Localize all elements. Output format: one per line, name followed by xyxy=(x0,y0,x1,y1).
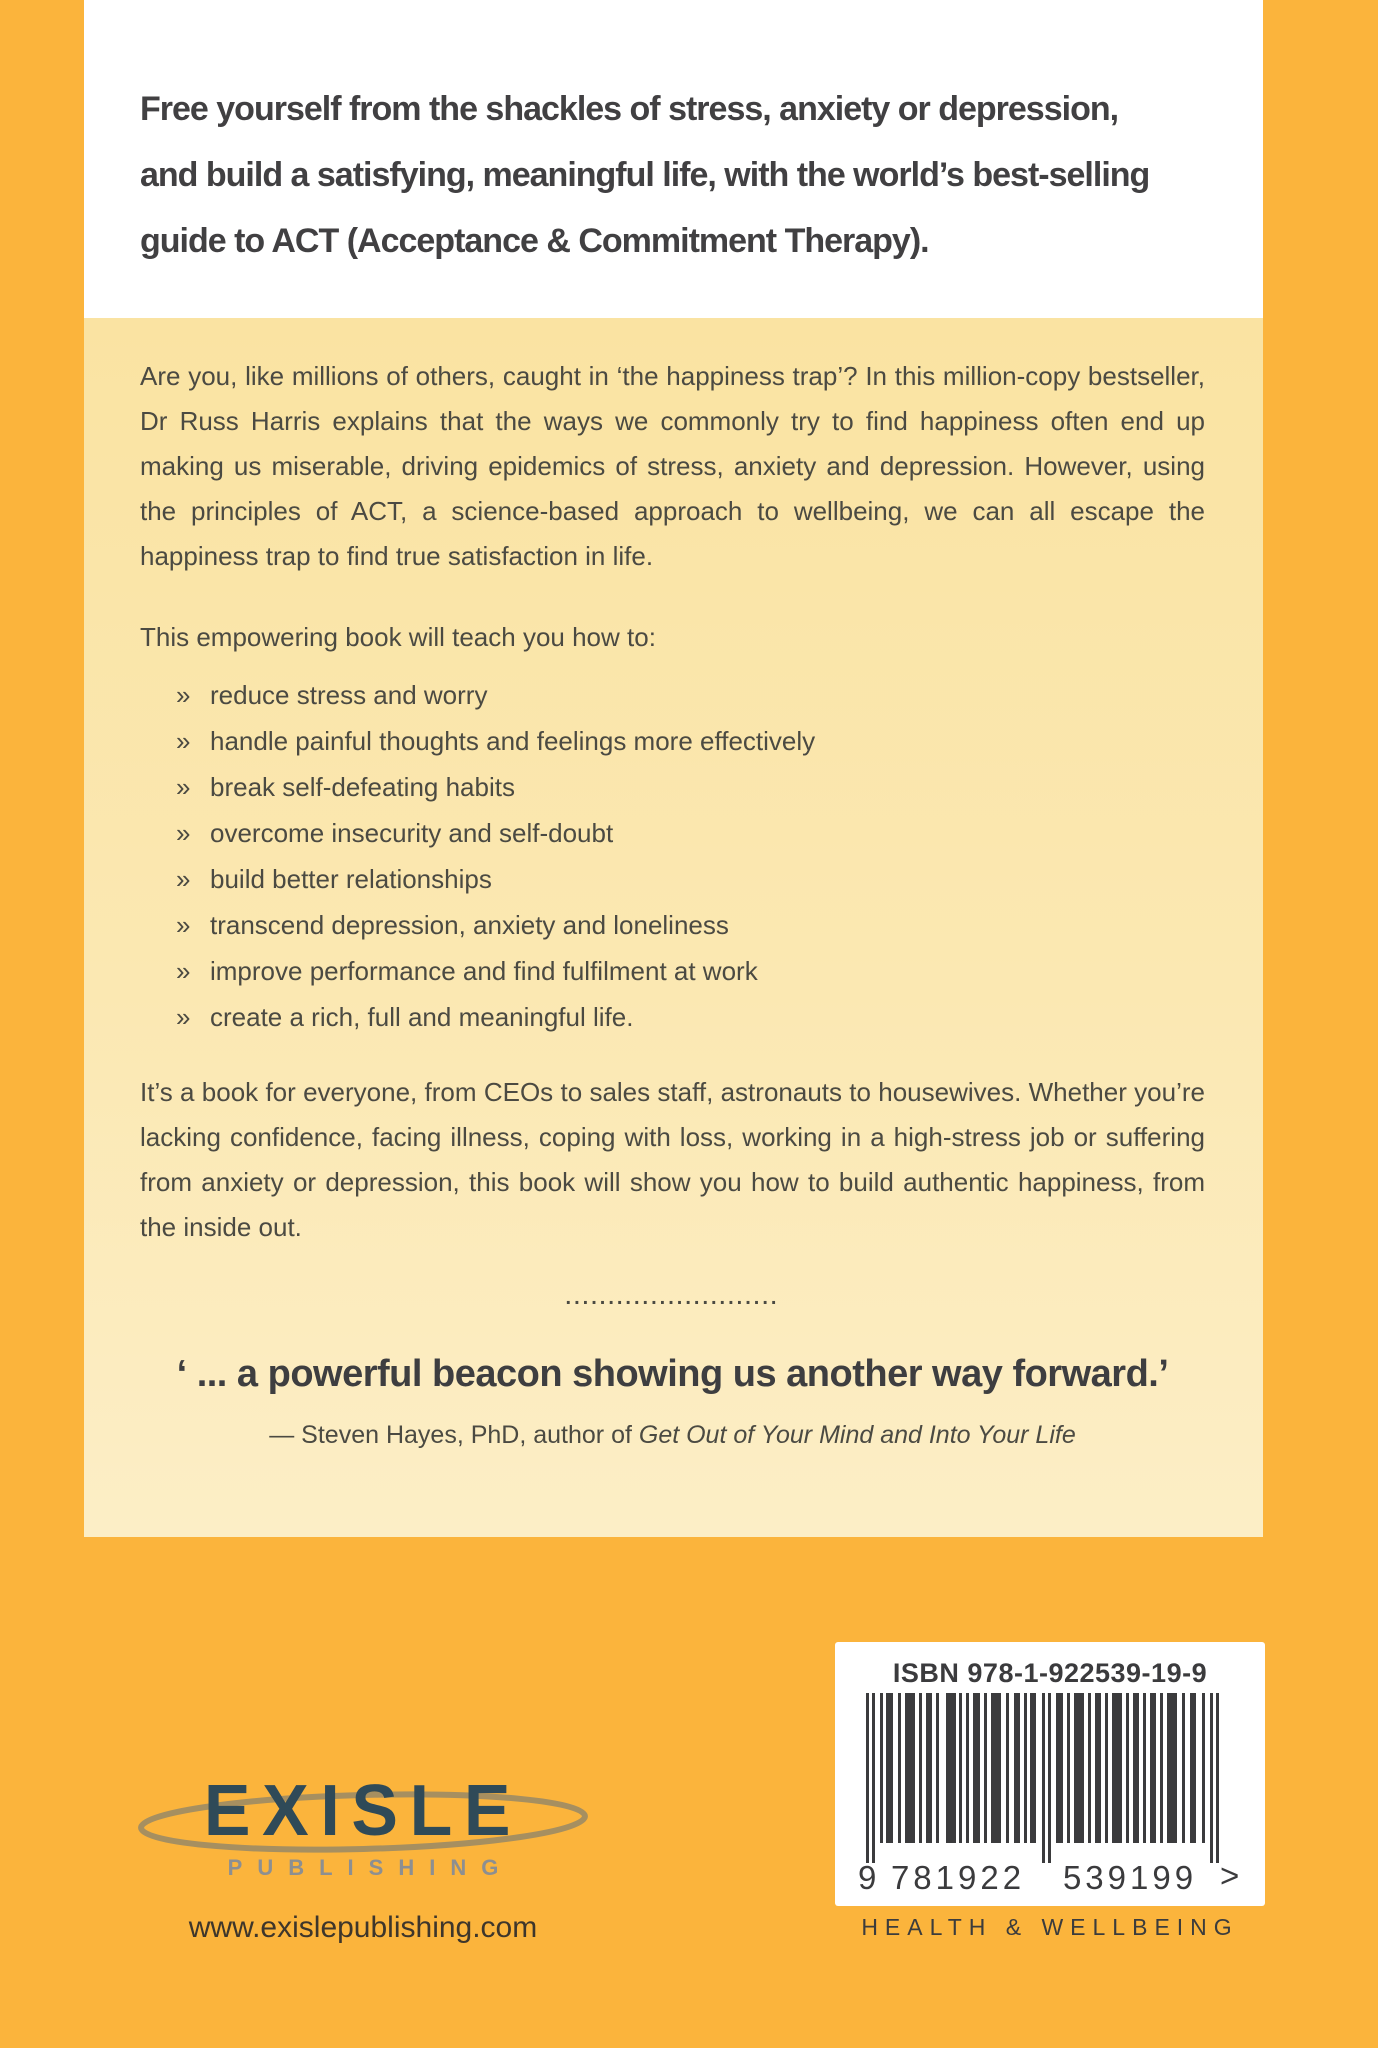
list-item xyxy=(140,994,1205,1040)
endorsement-attribution xyxy=(140,1413,1205,1458)
bullet-icon: » xyxy=(176,1002,191,1032)
barcode-box xyxy=(835,1642,1265,1906)
audience-paragraph: It’s a book for everyone, from CEOs to sales staff, astronauts to housewives. Whether you’re lacking confidence, facing illness, coping with loss, working in a high-stress job or suffering from anxiety or depression, this book will show you how to build authentic happiness, from the inside out. xyxy=(140,1077,1205,1242)
barcode-icon xyxy=(858,1693,1242,1897)
list-item xyxy=(140,902,1205,948)
dotted-divider: ......................... xyxy=(565,1287,780,1309)
list-item-text: transcend depression, anxiety and loneliness xyxy=(210,910,729,940)
endorsement-book-title: Get Out of Your Mind and Into Your Life xyxy=(638,1421,1076,1449)
publisher-url: www.exislepublishing.com xyxy=(188,1911,538,1944)
hero-heading-line-3: guide to ACT (Acceptance & Commitment Therapy). xyxy=(140,222,929,260)
bullet-icon: » xyxy=(176,726,191,756)
hero-heading-line-2: and build a satisfying, meaningful life, with the world’s best-selling xyxy=(140,156,1150,194)
content-column xyxy=(84,0,1263,1537)
bullet-icon: » xyxy=(176,910,191,940)
benefits-list xyxy=(140,672,1205,1040)
list-item-text: break self-defeating habits xyxy=(210,772,515,802)
list-item-text: handle painful thoughts and feelings more effectively xyxy=(210,726,816,756)
bullet-icon: » xyxy=(176,956,191,986)
logo-subtitle: PUBLISHING xyxy=(227,1855,514,1880)
list-item xyxy=(140,856,1205,902)
barcode-digit-group-3: 539199 xyxy=(1062,1859,1198,1896)
list-item-text: improve performance and find fulfilment at work xyxy=(210,956,758,986)
bullet-icon: » xyxy=(176,818,191,848)
bullet-icon: » xyxy=(176,864,191,894)
list-item xyxy=(140,718,1205,764)
list-item-text: overcome insecurity and self-doubt xyxy=(210,818,614,848)
bullet-icon: » xyxy=(176,772,191,802)
intro-paragraph: Are you, like millions of others, caught in ‘the happiness trap’? In this million-copy bestseller, Dr Russ Harris explains that the ways we commonly try to find happiness often end up making us miserable, driving epidemics of stress, anxiety and depression. However, using the principles of ACT, a science-based approach to wellbeing, we can all escape the happiness trap to find true satisfaction in life. xyxy=(140,361,1205,571)
publisher-logo xyxy=(137,1753,589,1945)
list-item xyxy=(140,948,1205,994)
category-label: HEALTH & WELLBEING xyxy=(861,1914,1239,1940)
list-item-text: build better relationships xyxy=(210,864,492,894)
bullet-icon: » xyxy=(176,680,191,710)
list-item-text: reduce stress and worry xyxy=(210,680,488,710)
logo-wordmark: EXISLE xyxy=(203,1771,523,1851)
barcode-supplement-arrow: > xyxy=(1220,1857,1242,1894)
list-item xyxy=(140,764,1205,810)
isbn-label: ISBN 978-1-922539-19-9 xyxy=(892,1658,1208,1688)
list-item xyxy=(140,810,1205,856)
hero-heading-line-1: Free yourself from the shackles of stress, anxiety or depression, xyxy=(140,90,1119,128)
barcode-digit-group-1: 9 xyxy=(858,1859,881,1896)
blurb-panel xyxy=(84,318,1263,1537)
hero-heading xyxy=(140,0,1205,274)
list-heading: This empowering book will teach you how to: xyxy=(140,622,656,652)
hero-panel xyxy=(84,0,1263,318)
list-item xyxy=(140,672,1205,718)
endorsement-quote: ‘ ... a powerful beacon showing us another way forward.’ xyxy=(176,1353,1169,1395)
attribution-prefix: — Steven Hayes, PhD, author of xyxy=(269,1421,639,1449)
barcode-digit-group-2: 781922 xyxy=(890,1859,1026,1896)
list-item-text: create a rich, full and meaningful life. xyxy=(210,1002,634,1032)
